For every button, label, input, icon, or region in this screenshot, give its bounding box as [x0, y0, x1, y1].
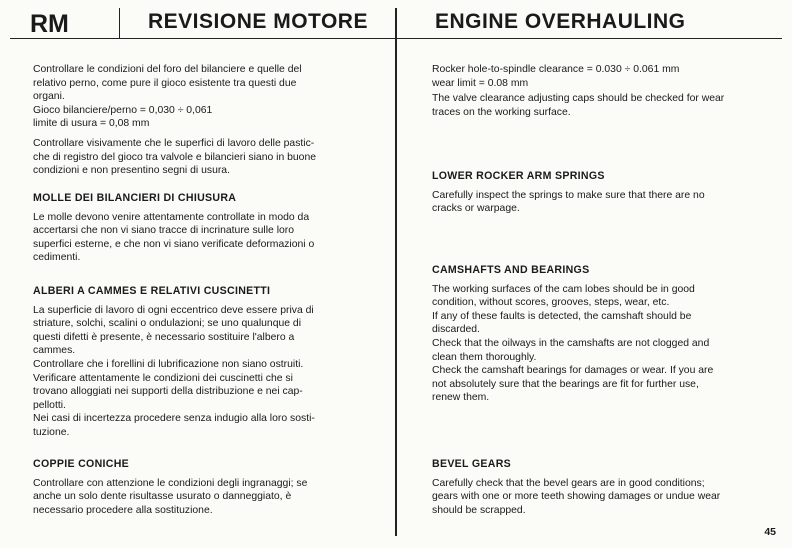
title-italian: REVISIONE MOTORE: [148, 10, 368, 33]
left-section-2: [33, 285, 360, 440]
section-heading: CAMSHAFTS AND BEARINGS: [432, 264, 590, 276]
section-heading: BEVEL GEARS: [432, 458, 512, 470]
text-line: Check that the oilways in the camshafts are not clogged and: [432, 337, 710, 349]
text-line: Nei casi di incertezza procedere senza indugio alla loro sosti-: [33, 413, 315, 425]
text-line: questi difetti è presente, è necessario sostituire l'albero a: [33, 331, 295, 343]
text-line: Controllare le condizioni del foro del bilanciere e quelle del: [33, 64, 302, 75]
text-line: Verificare attentamente le condizioni dei cuscinetti che si: [33, 372, 293, 384]
text-line: gears with one or more teeth showing damages or undue wear: [432, 491, 721, 503]
column-divider: [395, 8, 397, 536]
text-line: cracks or warpage.: [432, 203, 520, 215]
text-line: Controllare con attenzione le condizioni degli ingranaggi; se: [33, 477, 308, 489]
left-intro-2: [33, 137, 360, 178]
section-heading: COPPIE CONICHE: [33, 458, 130, 470]
text-line: should be scrapped.: [432, 504, 526, 516]
text-line: relativo perno, come pure il gioco esistente tra questi due: [33, 77, 297, 89]
left-section-1: [33, 192, 360, 265]
title-english: ENGINE OVERHAULING: [435, 10, 686, 33]
right-section-1: [432, 170, 752, 216]
text-line: limite di usura = 0,08 mm: [33, 118, 150, 130]
text-line: Le molle devono venire attentamente controllate in modo da: [33, 211, 310, 223]
text-line: accertarsi che non vi siano tracce di incrinature sulle loro: [33, 225, 295, 237]
text-line: cedimenti.: [33, 252, 81, 264]
text-line: trovano alloggiati nei supporti della distribuzione e nei cap-: [33, 386, 303, 398]
section-heading: ALBERI A CAMMES E RELATIVI CUSCINETTI: [33, 285, 271, 297]
text-line: Gioco bilanciere/perno = 0,030 ÷ 0,061: [33, 104, 213, 116]
text-line: Controllare visivamente che le superfici di lavoro delle pastic-: [33, 138, 315, 149]
section-heading: LOWER ROCKER ARM SPRINGS: [432, 170, 605, 182]
right-section-3: [432, 458, 752, 517]
text-line: striature, solchi, scalini o ondulazioni; se uno qualunque di: [33, 318, 302, 330]
text-line: tuzione.: [33, 426, 70, 438]
text-line: wear limit = 0.08 mm: [432, 77, 529, 89]
text-line: cammes.: [33, 345, 76, 357]
text-line: La superficie di lavoro di ogni eccentrico deve essere priva di: [33, 304, 314, 316]
page-number: 45: [764, 526, 776, 538]
text-line: organi.: [33, 91, 65, 103]
section-heading: MOLLE DEI BILANCIERI DI CHIUSURA: [33, 192, 237, 204]
text-line: discarded.: [432, 324, 480, 336]
text-line: pellotti.: [33, 399, 66, 411]
section-code: RM: [10, 8, 120, 38]
left-section-3: [33, 458, 360, 517]
left-intro: [33, 63, 360, 131]
text-line: che di registro del gioco tra valvole e bilancieri siano in buone: [33, 151, 317, 163]
right-intro: [432, 63, 752, 119]
text-line: Check the camshaft bearings for damages or wear. If you are: [432, 365, 714, 377]
text-line: traces on the working surface.: [432, 106, 571, 118]
text-line: anche un solo dente risultasse usurato o danneggiato, è: [33, 491, 292, 503]
text-line: clean them thoroughly.: [432, 351, 537, 363]
text-line: The working surfaces of the cam lobes should be in good: [432, 283, 695, 295]
text-line: superfici esterne, e che non vi siano verificate deformazioni o: [33, 238, 315, 250]
text-line: condizioni e non presentino segni di usura.: [33, 165, 230, 177]
text-line: Controllare che i forellini di lubrificazione non siano ostruiti.: [33, 358, 304, 370]
text-line: The valve clearance adjusting caps should be checked for wear: [432, 93, 725, 105]
text-line: not absolutely sure that the bearings are fit for further use,: [432, 378, 699, 390]
text-line: renew them.: [432, 392, 490, 404]
text-line: If any of these faults is detected, the camshaft should be: [432, 310, 692, 322]
text-line: condition, without scores, grooves, steps, wear, etc.: [432, 297, 670, 309]
text-line: necessario procedere alla sostituzione.: [33, 504, 213, 516]
text-line: Rocker hole-to-spindle clearance = 0.030 ÷ 0.061 mm: [432, 64, 680, 75]
text-line: Carefully inspect the springs to make sure that there are no: [432, 189, 705, 201]
text-line: Carefully check that the bevel gears are in good conditions;: [432, 477, 705, 489]
right-section-2: [432, 264, 752, 405]
